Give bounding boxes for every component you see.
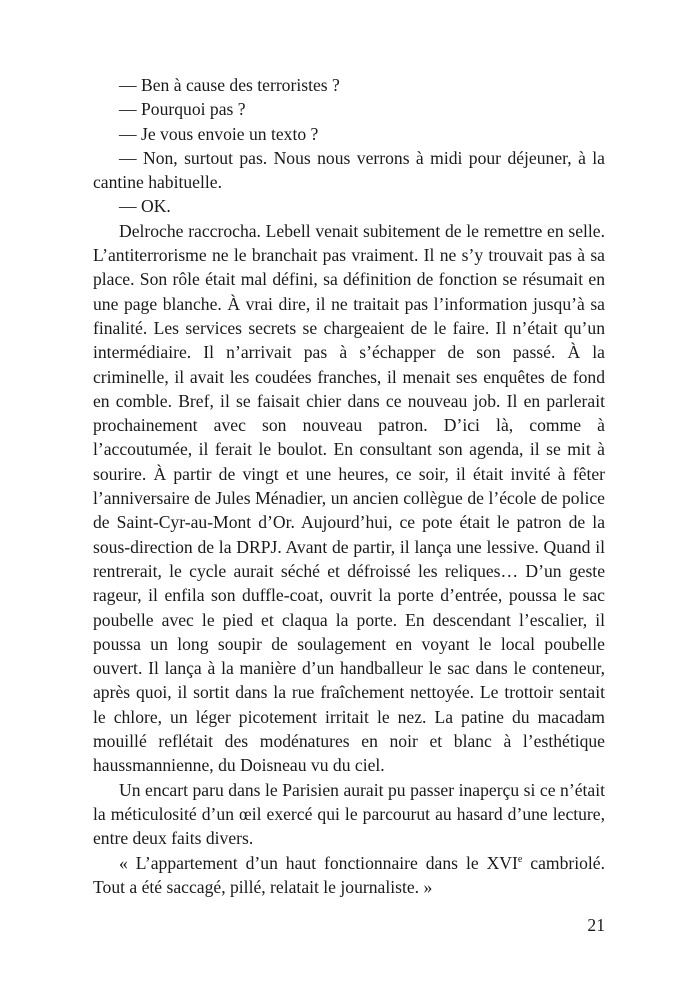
dialogue-line: — Ben à cause des terroristes ? — [119, 75, 340, 95]
dialogue-line: — Je vous envoie un texto ? — [119, 123, 319, 144]
quoted-article — [93, 851, 605, 900]
dialogue-line: — OK. — [119, 196, 171, 217]
quote-superscript: e — [517, 853, 523, 865]
dialogue-line: — Non, surtout pas. Nous nous verrons à midi pour déjeuner, à la cantine habituelle. — [93, 147, 605, 193]
narrative-paragraph: Un encart paru dans le Parisien aurait pu passer inaperçu si ce n’était la méticulosité d’un œil exercé qui le parcourut au hasard d’une lecture, entre deux faits divers. — [93, 779, 605, 849]
narrative-paragraph: Delroche raccrocha. Lebell venait subitement de le remettre en selle. L’antiterrorisme ne le branchait pas vraiment. Il ne s’y trouvait pas à sa place. Son rôle était mal défini, sa définition de fonction se résumait en une page blanche. À vrai dire, il ne traitait pas l’information jusqu’à sa finalité. Les services secrets se chargeaient de le faire. Il n’était qu’un intermédiaire. Il n’arrivait pas à s’échapper de son passé. À la criminelle, il avait les coudées franches, il menait ses enquêtes de fond en comble. Bref, il se faisait chier dans ce nouveau job. Il en parlerait prochainement avec son nouveau patron. D’ici là, comme à l’accoutumée, il ferait le boulot. En consultant son agenda, il se mit à sourire. À partir de vingt et une heures, ce soir, il était invité à fêter l’anniversaire de Jules Ménadier, un ancien collègue de l’école de police de Saint-Cyr-au-Mont d’Or. Aujourd’hui, ce pote était le patron de la sous-direction de la DRPJ. Avant de partir, il lança une lessive. Quand il rentrerait, le cycle aurait séché et défroissé les reliques… D’un geste rageur, il enfila son duffle-coat, ouvrit la porte d’entrée, poussa le sac poubelle avec le pied et claqua la porte. En descendant l’escalier, il poussa un long soupir de soulagement en voyant le local poubelle ouvert. Il lança à la manière d’un handballeur le sac dans le conteneur, après quoi, il sortit dans la rue fraîchement nettoyée. Le trottoir sentait le chlore, un léger picotement irritait le nez. La patine du macadam mouillé reflétait des modénatures en noir et blanc à l’esthétique haussmannienne, du Doisneau vu du ciel. — [93, 220, 605, 776]
quote-text-after: cambriolé. Tout a été saccagé, pillé, relatait le journaliste. » — [93, 852, 606, 897]
dialogue-line: — Pourquoi pas ? — [119, 99, 246, 120]
quote-text-before: « L’appartement d’un haut fonctionnaire dans le XVI — [119, 852, 518, 873]
body-text — [93, 73, 605, 899]
page-number: 21 — [587, 915, 605, 935]
